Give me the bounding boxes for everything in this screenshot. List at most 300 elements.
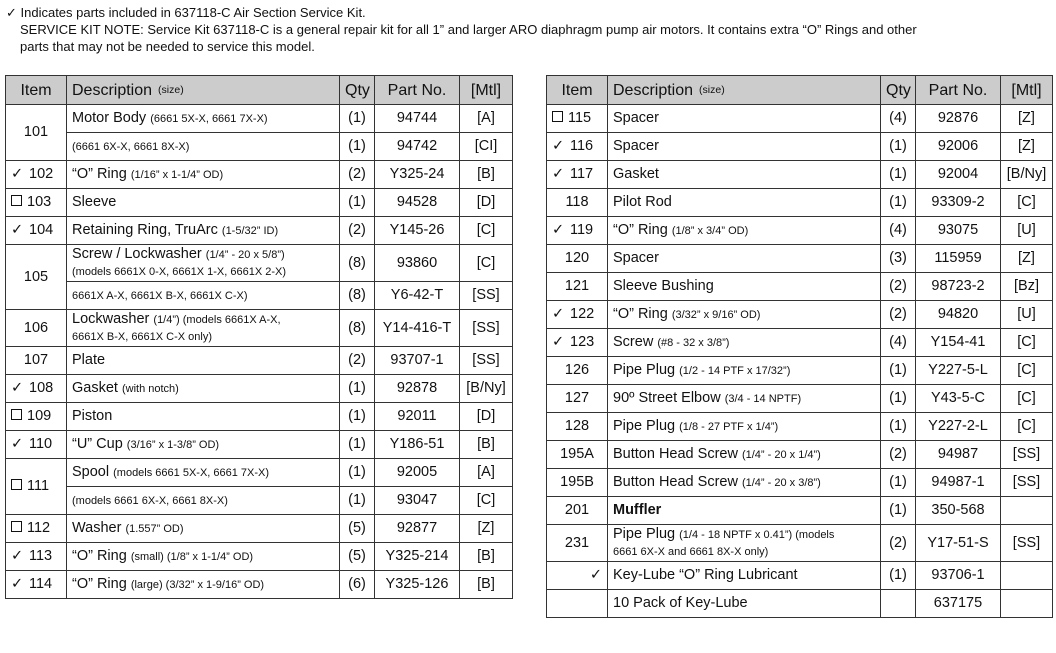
part-description: Plate: [72, 352, 106, 368]
item-cell: [6, 515, 67, 543]
description-cell: [608, 413, 881, 441]
part-description: Pipe Plug: [613, 417, 676, 434]
part-number-cell: 92877: [375, 515, 460, 543]
description-cell: [608, 357, 881, 385]
table-row: [547, 357, 1053, 385]
parts-table-left: [5, 75, 513, 599]
qty-cell: (1): [340, 133, 375, 161]
table-row: [547, 189, 1053, 217]
part-number-cell: 92011: [375, 403, 460, 431]
item-cell: [6, 310, 67, 347]
item-cell: [6, 431, 67, 459]
material-cell: [Z]: [1001, 133, 1053, 161]
qty-cell: (2): [340, 217, 375, 245]
part-number-cell: 93707-1: [375, 347, 460, 375]
part-number-cell: Y325-214: [375, 543, 460, 571]
size-spec: (models 6661 6X-X, 6661 8X-X): [72, 494, 228, 507]
material-cell: [Z]: [1001, 105, 1053, 133]
size-spec: (small) (1/8” x 1-1/4” OD): [130, 550, 254, 563]
table-row: [6, 133, 513, 161]
part-number-cell: 93309-2: [916, 189, 1001, 217]
header-part-no: Part No.: [375, 76, 460, 105]
description-cell: [608, 385, 881, 413]
item-cell: [6, 347, 67, 375]
checkbox-icon: [11, 479, 22, 490]
header-size-label: (size): [158, 83, 184, 96]
description-cell: [67, 347, 340, 375]
part-number-cell: 94987: [916, 441, 1001, 469]
material-cell: [D]: [460, 189, 513, 217]
size-spec: (with notch): [121, 382, 179, 395]
header-item: Item: [6, 76, 67, 105]
qty-cell: (2): [340, 347, 375, 375]
description-cell: [608, 105, 881, 133]
material-cell: [C]: [1001, 357, 1053, 385]
table-row: [6, 375, 513, 403]
qty-cell: (4): [881, 217, 916, 245]
qty-cell: (8): [340, 245, 375, 282]
item-number: 106: [23, 319, 49, 336]
part-description: Screw / Lockwasher: [72, 246, 202, 262]
table-row: [6, 459, 513, 487]
size-spec: (3/32” x 9/16” OD): [671, 308, 761, 321]
header-description: [608, 76, 881, 105]
size-spec: (1/8” x 3/4” OD): [671, 224, 749, 237]
part-number-cell: 94528: [375, 189, 460, 217]
table-row: [547, 497, 1053, 525]
description-cell: [608, 133, 881, 161]
part-description: 10 Pack of Key-Lube: [613, 595, 748, 611]
size-spec-cont: 6661 6X-X and 6661 8X-X only): [613, 546, 769, 558]
description-cell: [608, 441, 881, 469]
table-row: [6, 189, 513, 217]
table-row: [6, 105, 513, 133]
material-cell: [A]: [460, 105, 513, 133]
service-kit-note: SERVICE KIT NOTE: Service Kit 637118-C is a general repair kit for all 1” and larger ARO diaphragm pump air motors. It contains extra “O” Rings and other: [20, 22, 917, 37]
item-number: 201: [564, 502, 590, 518]
check-icon: ✓: [11, 436, 24, 452]
part-number-cell: 92004: [916, 161, 1001, 189]
service-kit-note-cont: parts that may not be needed to service this model.: [20, 39, 315, 54]
description-cell: [608, 161, 881, 189]
item-number: 128: [564, 418, 590, 434]
check-icon: ✓: [552, 138, 565, 154]
item-cell: [547, 357, 608, 385]
item-number: 127: [564, 390, 590, 406]
material-cell: [1001, 562, 1053, 590]
size-spec: (1.557” OD): [125, 522, 184, 535]
qty-cell: (4): [881, 105, 916, 133]
size-spec: (#8 - 32 x 3/8”): [657, 336, 730, 349]
qty-cell: (1): [881, 562, 916, 590]
item-number: 231: [564, 534, 590, 551]
part-number-cell: Y14-416-T: [375, 310, 460, 347]
size-spec: (1-5/32” ID): [221, 224, 279, 237]
description-cell: [67, 310, 340, 347]
size-spec: (models 6661 5X-X, 6661 7X-X): [113, 466, 270, 479]
checkbox-icon: [552, 111, 563, 122]
table-row: [6, 310, 513, 347]
part-description: Spacer: [613, 250, 659, 266]
item-number: 121: [564, 278, 590, 294]
size-spec-cont: 6661X B-X, 6661X C-X only): [72, 331, 213, 343]
part-description: Screw: [613, 333, 654, 350]
material-cell: [B/Ny]: [1001, 161, 1053, 189]
part-description: “O” Ring: [613, 305, 668, 322]
description-cell: [608, 497, 881, 525]
item-cell: [6, 189, 67, 217]
part-number-cell: Y154-41: [916, 329, 1001, 357]
size-spec: (3/4 - 14 NPTF): [724, 392, 802, 405]
material-cell: [B]: [460, 431, 513, 459]
item-number: 123: [570, 334, 595, 350]
qty-cell: (1): [340, 487, 375, 515]
item-number: 101: [23, 124, 49, 140]
qty-cell: (2): [881, 301, 916, 329]
qty-cell: (5): [340, 543, 375, 571]
item-cell: [547, 385, 608, 413]
item-number: 104: [29, 222, 54, 238]
size-spec: (1/4” - 20 x 1/4”): [741, 448, 821, 461]
description-cell: [67, 431, 340, 459]
material-cell: [C]: [1001, 189, 1053, 217]
header-description-label: Description: [613, 81, 694, 99]
material-cell: [SS]: [1001, 441, 1053, 469]
size-spec: (1/4” - 20 x 3/8”): [741, 476, 821, 489]
check-icon: ✓: [11, 380, 24, 396]
size-spec: (1/4” - 20 x 5/8”): [205, 249, 285, 261]
part-number-cell: 93860: [375, 245, 460, 282]
material-cell: [U]: [1001, 301, 1053, 329]
qty-cell: (1): [340, 403, 375, 431]
table-header-row: [6, 76, 513, 105]
check-icon: ✓: [589, 567, 602, 583]
part-description: “O” Ring: [613, 221, 668, 238]
table-row: [547, 105, 1053, 133]
table-row: [6, 515, 513, 543]
item-cell: [6, 245, 67, 310]
material-cell: [C]: [460, 487, 513, 515]
description-cell: [608, 189, 881, 217]
part-description: Sleeve: [72, 194, 117, 210]
check-icon: ✓: [552, 222, 565, 238]
header-description-label: Description: [72, 81, 153, 99]
item-cell: [547, 245, 608, 273]
description-cell: [67, 245, 340, 282]
parts-table-right: [546, 75, 1053, 618]
qty-cell: (1): [881, 385, 916, 413]
description-cell: [67, 571, 340, 599]
part-description: Sleeve Bushing: [613, 278, 714, 294]
description-cell: [608, 245, 881, 273]
item-cell: [547, 497, 608, 525]
item-number: 105: [23, 268, 49, 285]
material-cell: [SS]: [460, 282, 513, 310]
qty-cell: (6): [340, 571, 375, 599]
material-cell: [C]: [1001, 385, 1053, 413]
check-icon: ✓: [552, 166, 565, 182]
kit-indicator-note: ✓ Indicates parts included in 637118-C Air Section Service Kit.: [6, 5, 366, 20]
qty-cell: (8): [340, 310, 375, 347]
item-number: 126: [564, 362, 590, 378]
table-row: [547, 217, 1053, 245]
part-description: Pilot Rod: [613, 194, 672, 210]
material-cell: [U]: [1001, 217, 1053, 245]
part-description: Retaining Ring, TruArc: [72, 221, 218, 238]
item-cell: [547, 329, 608, 357]
material-cell: [1001, 497, 1053, 525]
part-description: Button Head Screw: [613, 473, 738, 490]
part-description: Spacer: [613, 110, 659, 126]
table-row: [6, 245, 513, 282]
material-cell: [SS]: [1001, 525, 1053, 562]
header-item: Item: [547, 76, 608, 105]
item-number: 119: [570, 222, 594, 238]
table-row: [547, 329, 1053, 357]
part-description: “O” Ring: [72, 165, 127, 182]
size-spec: (6661 6X-X, 6661 8X-X): [72, 140, 190, 153]
part-description: Pipe Plug: [613, 361, 676, 378]
header-qty: Qty: [881, 76, 916, 105]
service-kit-notes: [6, 4, 917, 55]
table-row: [6, 282, 513, 310]
part-number-cell: 93047: [375, 487, 460, 515]
size-spec: (6661 5X-X, 6661 7X-X): [150, 112, 268, 125]
material-cell: [Z]: [460, 515, 513, 543]
part-description: Button Head Screw: [613, 445, 738, 462]
table-row: [547, 245, 1053, 273]
checkbox-icon: [11, 195, 22, 206]
header-part-no: Part No.: [916, 76, 1001, 105]
qty-cell: (3): [881, 245, 916, 273]
description-cell: [67, 282, 340, 310]
qty-cell: (4): [881, 329, 916, 357]
material-cell: [C]: [1001, 329, 1053, 357]
item-cell: [547, 301, 608, 329]
item-cell: [547, 189, 608, 217]
item-cell: [6, 161, 67, 189]
description-cell: [608, 273, 881, 301]
item-cell: [6, 543, 67, 571]
description-cell: [67, 189, 340, 217]
qty-cell: (2): [881, 441, 916, 469]
item-number: 113: [29, 548, 53, 564]
size-spec: (1/8 - 27 PTF x 1/4”): [679, 420, 779, 433]
qty-cell: (1): [881, 469, 916, 497]
part-description: “O” Ring: [72, 575, 127, 592]
qty-cell: (1): [881, 357, 916, 385]
part-number-cell: Y186-51: [375, 431, 460, 459]
part-description: Pipe Plug: [613, 526, 676, 542]
part-number-cell: 94820: [916, 301, 1001, 329]
part-number-cell: Y325-24: [375, 161, 460, 189]
item-cell: [547, 273, 608, 301]
item-number: 107: [23, 352, 49, 368]
item-number: 109: [27, 408, 52, 424]
material-cell: [CI]: [460, 133, 513, 161]
table-row: [547, 441, 1053, 469]
part-number-cell: 93075: [916, 217, 1001, 245]
qty-cell: (2): [881, 273, 916, 301]
material-cell: [D]: [460, 403, 513, 431]
item-number: 120: [564, 250, 590, 266]
part-number-cell: 94744: [375, 105, 460, 133]
description-cell: [67, 161, 340, 189]
description-cell: [67, 515, 340, 543]
header-mtl: [Mtl]: [1001, 76, 1053, 105]
item-number: 195A: [560, 446, 594, 462]
qty-cell: (1): [340, 431, 375, 459]
table-row: [6, 403, 513, 431]
part-number-cell: Y6-42-T: [375, 282, 460, 310]
qty-cell: (1): [340, 105, 375, 133]
qty-cell: (8): [340, 282, 375, 310]
part-number-cell: Y325-126: [375, 571, 460, 599]
part-number-cell: Y43-5-C: [916, 385, 1001, 413]
part-number-cell: Y227-2-L: [916, 413, 1001, 441]
part-number-cell: 94742: [375, 133, 460, 161]
part-description: Gasket: [613, 166, 659, 182]
material-cell: [SS]: [460, 347, 513, 375]
material-cell: [B]: [460, 161, 513, 189]
size-spec: (1/16” x 1-1/4” OD): [130, 168, 224, 181]
item-cell: [6, 105, 67, 161]
qty-cell: [881, 590, 916, 618]
checkbox-icon: [11, 521, 22, 532]
qty-cell: (2): [340, 161, 375, 189]
part-description: Motor Body: [72, 109, 147, 126]
item-cell: [6, 459, 67, 515]
item-number: 112: [27, 520, 51, 536]
table-row: [6, 431, 513, 459]
qty-cell: (1): [340, 375, 375, 403]
table-row: [547, 161, 1053, 189]
item-number: 117: [570, 166, 594, 182]
material-cell: [SS]: [460, 310, 513, 347]
qty-cell: (1): [881, 133, 916, 161]
qty-cell: (1): [881, 161, 916, 189]
part-description: Spool: [72, 463, 110, 480]
item-cell: [547, 133, 608, 161]
description-cell: [608, 525, 881, 562]
qty-cell: (1): [881, 189, 916, 217]
item-cell: [547, 525, 608, 562]
size-spec: (1/4 - 18 NPTF x 0.41”) (models: [679, 529, 835, 541]
table-header-row: [547, 76, 1053, 105]
description-cell: [67, 217, 340, 245]
part-number-cell: Y17-51-S: [916, 525, 1001, 562]
qty-cell: (1): [881, 413, 916, 441]
qty-cell: (2): [881, 525, 916, 562]
item-cell: [547, 469, 608, 497]
check-icon: ✓: [11, 548, 24, 564]
part-number-cell: 92878: [375, 375, 460, 403]
material-cell: [B/Ny]: [460, 375, 513, 403]
item-cell: [547, 590, 608, 618]
description-cell: [67, 487, 340, 515]
item-number: 195B: [560, 474, 594, 490]
table-row: [6, 161, 513, 189]
part-description: “O” Ring: [72, 547, 127, 564]
size-spec: (1/2 - 14 PTF x 17/32”): [679, 364, 791, 377]
table-row: [547, 413, 1053, 441]
table-row: [6, 543, 513, 571]
size-spec: 6661X A-X, 6661X B-X, 6661X C-X): [72, 289, 248, 302]
material-cell: [C]: [460, 245, 513, 282]
material-cell: [B]: [460, 543, 513, 571]
part-description: Gasket: [72, 379, 118, 396]
material-cell: [Bz]: [1001, 273, 1053, 301]
part-number-cell: 94987-1: [916, 469, 1001, 497]
table-row: [547, 385, 1053, 413]
item-number: 122: [570, 306, 595, 322]
table-row: [6, 217, 513, 245]
description-cell: [67, 403, 340, 431]
material-cell: [C]: [460, 217, 513, 245]
table-row: [6, 347, 513, 375]
checkbox-icon: [11, 409, 22, 420]
part-number-cell: 115959: [916, 245, 1001, 273]
part-number-cell: 92006: [916, 133, 1001, 161]
table-row: [547, 525, 1053, 562]
part-description: Key-Lube “O” Ring Lubricant: [613, 567, 798, 583]
item-cell: [547, 217, 608, 245]
check-icon: ✓: [11, 166, 24, 182]
item-number: 110: [29, 436, 53, 452]
item-number: 102: [29, 166, 54, 182]
table-row: [6, 571, 513, 599]
header-qty: Qty: [340, 76, 375, 105]
description-cell: [608, 590, 881, 618]
part-description: “U” Cup: [72, 435, 123, 452]
part-number-cell: 92005: [375, 459, 460, 487]
part-description: Washer: [72, 519, 122, 536]
table-row: [547, 469, 1053, 497]
item-cell: [6, 375, 67, 403]
part-number-cell: Y145-26: [375, 217, 460, 245]
item-number: 111: [27, 478, 50, 494]
description-cell: [67, 375, 340, 403]
part-number-cell: Y227-5-L: [916, 357, 1001, 385]
part-number-cell: 637175: [916, 590, 1001, 618]
part-number-cell: 350-568: [916, 497, 1001, 525]
item-cell: [547, 105, 608, 133]
item-cell: [547, 161, 608, 189]
item-cell: [547, 562, 608, 590]
part-description: 90º Street Elbow: [613, 389, 721, 406]
item-cell: [6, 403, 67, 431]
qty-cell: (1): [340, 189, 375, 217]
check-icon: ✓: [11, 576, 24, 592]
description-cell: [608, 217, 881, 245]
size-spec: (3/16” x 1-3/8” OD): [126, 438, 220, 451]
header-description: [67, 76, 340, 105]
qty-cell: (1): [340, 459, 375, 487]
item-cell: [6, 217, 67, 245]
description-cell: [67, 105, 340, 133]
table-row: [547, 273, 1053, 301]
item-number: 118: [565, 194, 589, 210]
size-spec: (large) (3/32” x 1-9/16” OD): [130, 578, 265, 591]
description-cell: [67, 543, 340, 571]
check-icon: ✓: [552, 334, 565, 350]
part-number-cell: 98723-2: [916, 273, 1001, 301]
table-row: [547, 590, 1053, 618]
qty-cell: (5): [340, 515, 375, 543]
check-icon: ✓: [552, 306, 565, 322]
size-spec-cont: (models 6661X 0-X, 6661X 1-X, 6661X 2-X): [72, 266, 287, 278]
header-size-label: (size): [699, 83, 725, 96]
